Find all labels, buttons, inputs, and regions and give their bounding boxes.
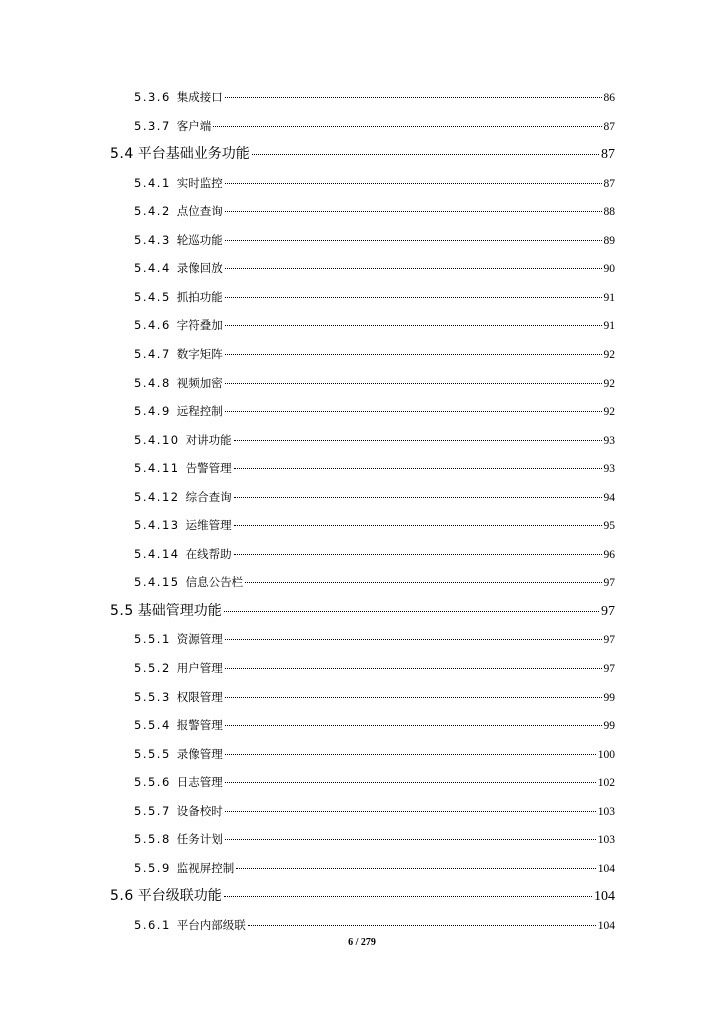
toc-entry-number: 5.6.1 — [134, 917, 171, 932]
toc-entry-page: 91 — [603, 320, 615, 333]
toc-entry-page: 91 — [603, 291, 615, 304]
toc-entry-number: 5.5.2 — [134, 661, 171, 675]
toc-subsection-entry[interactable] — [134, 89, 615, 105]
toc-entry-number: 5.4.11 — [134, 461, 180, 476]
toc-subsection-entry[interactable] — [134, 631, 615, 647]
toc-dot-leader — [236, 868, 595, 869]
toc-dot-leader — [225, 811, 596, 812]
page-number-footer: 6 / 279 — [348, 937, 376, 948]
toc-entry-title: 综合查询 — [185, 489, 232, 504]
toc-entry-page: 87 — [603, 177, 615, 190]
toc-entry-page: 99 — [603, 720, 615, 733]
toc-entry-title: 设备校时 — [176, 803, 223, 818]
toc-section-entry[interactable] — [110, 600, 615, 618]
toc-entry-title: 平台内部级联 — [176, 917, 246, 932]
toc-entry-number: 5.5.5 — [134, 746, 171, 761]
toc-dot-leader — [225, 325, 602, 326]
toc-subsection-entry[interactable] — [134, 260, 615, 276]
toc-subsection-entry[interactable] — [134, 460, 615, 476]
toc-entry-title: 平台基础业务功能 — [137, 146, 250, 163]
toc-dot-leader — [225, 268, 602, 269]
toc-dot-leader — [225, 411, 602, 412]
toc-entry-number: 5.4.9 — [134, 404, 171, 419]
toc-entry-title: 数字矩阵 — [176, 346, 223, 361]
toc-entry-page: 104 — [597, 919, 615, 932]
toc-dot-leader — [224, 611, 599, 612]
toc-subsection-entry[interactable] — [134, 660, 615, 676]
toc-subsection-entry[interactable] — [134, 432, 615, 448]
toc-subsection-entry[interactable] — [134, 175, 615, 191]
toc-dot-leader — [225, 754, 596, 755]
toc-dot-leader — [225, 782, 596, 783]
toc-entry-title: 监视屏控制 — [176, 860, 235, 875]
toc-entry-title: 信息公告栏 — [185, 575, 244, 590]
toc-entry-title: 在线帮助 — [185, 546, 232, 561]
toc-entry-title: 点位查询 — [176, 204, 223, 219]
toc-subsection-entry[interactable] — [134, 489, 615, 505]
toc-subsection-entry[interactable] — [134, 831, 615, 847]
toc-entry-title: 任务计划 — [176, 832, 223, 847]
toc-entry-title: 远程控制 — [176, 404, 223, 419]
toc-entry-page: 99 — [603, 691, 615, 704]
toc-entry-number: 5.4.1 — [134, 175, 171, 190]
toc-entry-number: 5.4.7 — [134, 346, 171, 361]
toc-entry-page: 89 — [603, 234, 615, 247]
toc-entry-title: 视频加密 — [176, 375, 223, 390]
toc-dot-leader — [225, 183, 602, 184]
toc-subsection-entry[interactable] — [134, 346, 615, 362]
toc-entry-page: 93 — [603, 434, 615, 447]
toc-subsection-entry[interactable] — [134, 232, 615, 248]
toc-section-entry[interactable] — [110, 143, 615, 161]
toc-dot-leader — [213, 126, 601, 127]
toc-entry-page: 104 — [594, 889, 615, 905]
toc-entry-page: 93 — [603, 463, 615, 476]
toc-dot-leader — [225, 97, 602, 98]
toc-entry-title: 录像管理 — [176, 746, 223, 761]
toc-entry-page: 96 — [603, 548, 615, 561]
toc-entry-title: 平台级联功能 — [137, 888, 222, 905]
toc-subsection-entry[interactable] — [134, 375, 615, 391]
toc-entry-page: 100 — [597, 748, 615, 761]
toc-entry-page: 88 — [603, 206, 615, 219]
toc-entry-number: 5.4.10 — [134, 432, 180, 447]
toc-subsection-entry[interactable] — [134, 746, 615, 762]
toc-entry-title: 日志管理 — [176, 775, 223, 790]
toc-dot-leader — [234, 554, 602, 555]
toc-subsection-entry[interactable] — [134, 118, 615, 134]
toc-dot-leader — [225, 297, 602, 298]
toc-entry-number: 5.5.6 — [134, 775, 171, 790]
toc-dot-leader — [234, 497, 602, 498]
toc-entry-number: 5.4.4 — [134, 261, 171, 276]
toc-subsection-entry[interactable] — [134, 717, 615, 733]
toc-entry-number: 5.3.6 — [134, 90, 171, 104]
toc-entry-number: 5.4.2 — [134, 204, 171, 219]
toc-dot-leader — [234, 440, 602, 441]
toc-entry-title: 资源管理 — [176, 632, 223, 647]
toc-entry-title: 对讲功能 — [185, 432, 232, 447]
toc-subsection-entry[interactable] — [134, 546, 615, 562]
toc-entry-page: 97 — [601, 603, 615, 619]
toc-subsection-entry[interactable] — [134, 774, 615, 790]
toc-entry-title: 集成接口 — [176, 90, 223, 104]
toc-entry-page: 86 — [603, 92, 615, 104]
toc-dot-leader — [248, 925, 596, 926]
toc-entry-number: 5.4.8 — [134, 375, 171, 390]
toc-dot-leader — [225, 725, 602, 726]
toc-entry-page: 90 — [603, 263, 615, 276]
toc-entry-title: 报警管理 — [176, 718, 223, 733]
toc-dot-leader — [225, 383, 602, 384]
toc-entry-title: 录像回放 — [176, 261, 223, 276]
toc-entry-page: 97 — [603, 577, 615, 590]
toc-subsection-entry[interactable] — [134, 689, 615, 705]
toc-dot-leader — [224, 896, 592, 897]
toc-entry-page: 104 — [597, 862, 615, 875]
toc-subsection-entry[interactable] — [134, 517, 615, 533]
toc-entry-page: 97 — [603, 663, 615, 675]
toc-entry-number: 5.4.5 — [134, 289, 171, 304]
toc-subsection-entry[interactable] — [134, 317, 615, 333]
toc-entry-page: 97 — [603, 634, 615, 647]
toc-entry-number: 5.4.13 — [134, 518, 180, 533]
toc-dot-leader — [225, 668, 602, 669]
toc-subsection-entry[interactable] — [134, 803, 615, 819]
toc-entry-number: 5.5.8 — [134, 832, 171, 847]
toc-entry-number: 5.4.12 — [134, 489, 180, 504]
toc-entry-number: 5.3.7 — [134, 118, 171, 133]
toc-entry-title: 告警管理 — [185, 461, 232, 476]
toc-entry-number: 5.4.14 — [134, 546, 180, 561]
toc-entry-page: 92 — [603, 377, 615, 390]
toc-subsection-entry[interactable] — [134, 574, 615, 590]
toc-entry-title: 基础管理功能 — [137, 602, 222, 619]
toc-dot-leader — [234, 468, 602, 469]
toc-entry-title: 实时监控 — [176, 175, 223, 190]
toc-entry-page: 92 — [603, 348, 615, 361]
toc-dot-leader — [225, 639, 602, 640]
toc-dot-leader — [225, 211, 602, 212]
toc-entry-page: 103 — [597, 834, 615, 847]
toc-entry-page: 102 — [597, 777, 615, 790]
toc-entry-page: 95 — [603, 520, 615, 533]
toc-subsection-entry[interactable] — [134, 860, 615, 876]
toc-dot-leader — [234, 525, 602, 526]
toc-entry-title: 客户端 — [176, 118, 212, 133]
toc-entry-number: 5.5.1 — [134, 632, 171, 647]
toc-entry-title: 轮巡功能 — [176, 232, 223, 247]
toc-subsection-entry[interactable] — [134, 203, 615, 219]
toc-entry-number: 5.5.4 — [134, 718, 171, 733]
toc-dot-leader — [245, 582, 601, 583]
toc-entry-title: 用户管理 — [176, 661, 223, 675]
toc-entry-number: 5.4 — [110, 146, 134, 163]
toc-entry-number: 5.4.3 — [134, 232, 171, 247]
toc-dot-leader — [252, 154, 599, 155]
toc-entry-number: 5.5 — [110, 602, 134, 619]
toc-entry-title: 权限管理 — [176, 689, 223, 704]
toc-entry-page: 87 — [603, 120, 615, 133]
toc-entry-page: 87 — [601, 147, 615, 163]
toc-entry-number: 5.6 — [110, 888, 134, 905]
toc-entry-number: 5.4.6 — [134, 318, 171, 333]
toc-dot-leader — [225, 697, 602, 698]
toc-entry-page: 92 — [603, 406, 615, 419]
toc-entry-number: 5.4.15 — [134, 575, 180, 590]
toc-dot-leader — [225, 354, 602, 355]
toc-subsection-entry[interactable] — [134, 403, 615, 419]
toc-entry-page: 94 — [603, 491, 615, 504]
toc-entry-page: 103 — [597, 805, 615, 818]
toc-entry-number: 5.5.7 — [134, 803, 171, 818]
toc-entry-title: 运维管理 — [185, 518, 232, 533]
toc-entry-number: 5.5.3 — [134, 689, 171, 704]
toc-subsection-entry[interactable] — [134, 289, 615, 305]
toc-dot-leader — [225, 839, 596, 840]
toc-entry-number: 5.5.9 — [134, 860, 171, 875]
toc-subsection-entry[interactable] — [134, 917, 615, 933]
toc-dot-leader — [225, 240, 602, 241]
toc-entry-title: 抓拍功能 — [176, 289, 223, 304]
toc-section-entry[interactable] — [110, 885, 615, 903]
toc-entry-title: 字符叠加 — [176, 318, 223, 333]
